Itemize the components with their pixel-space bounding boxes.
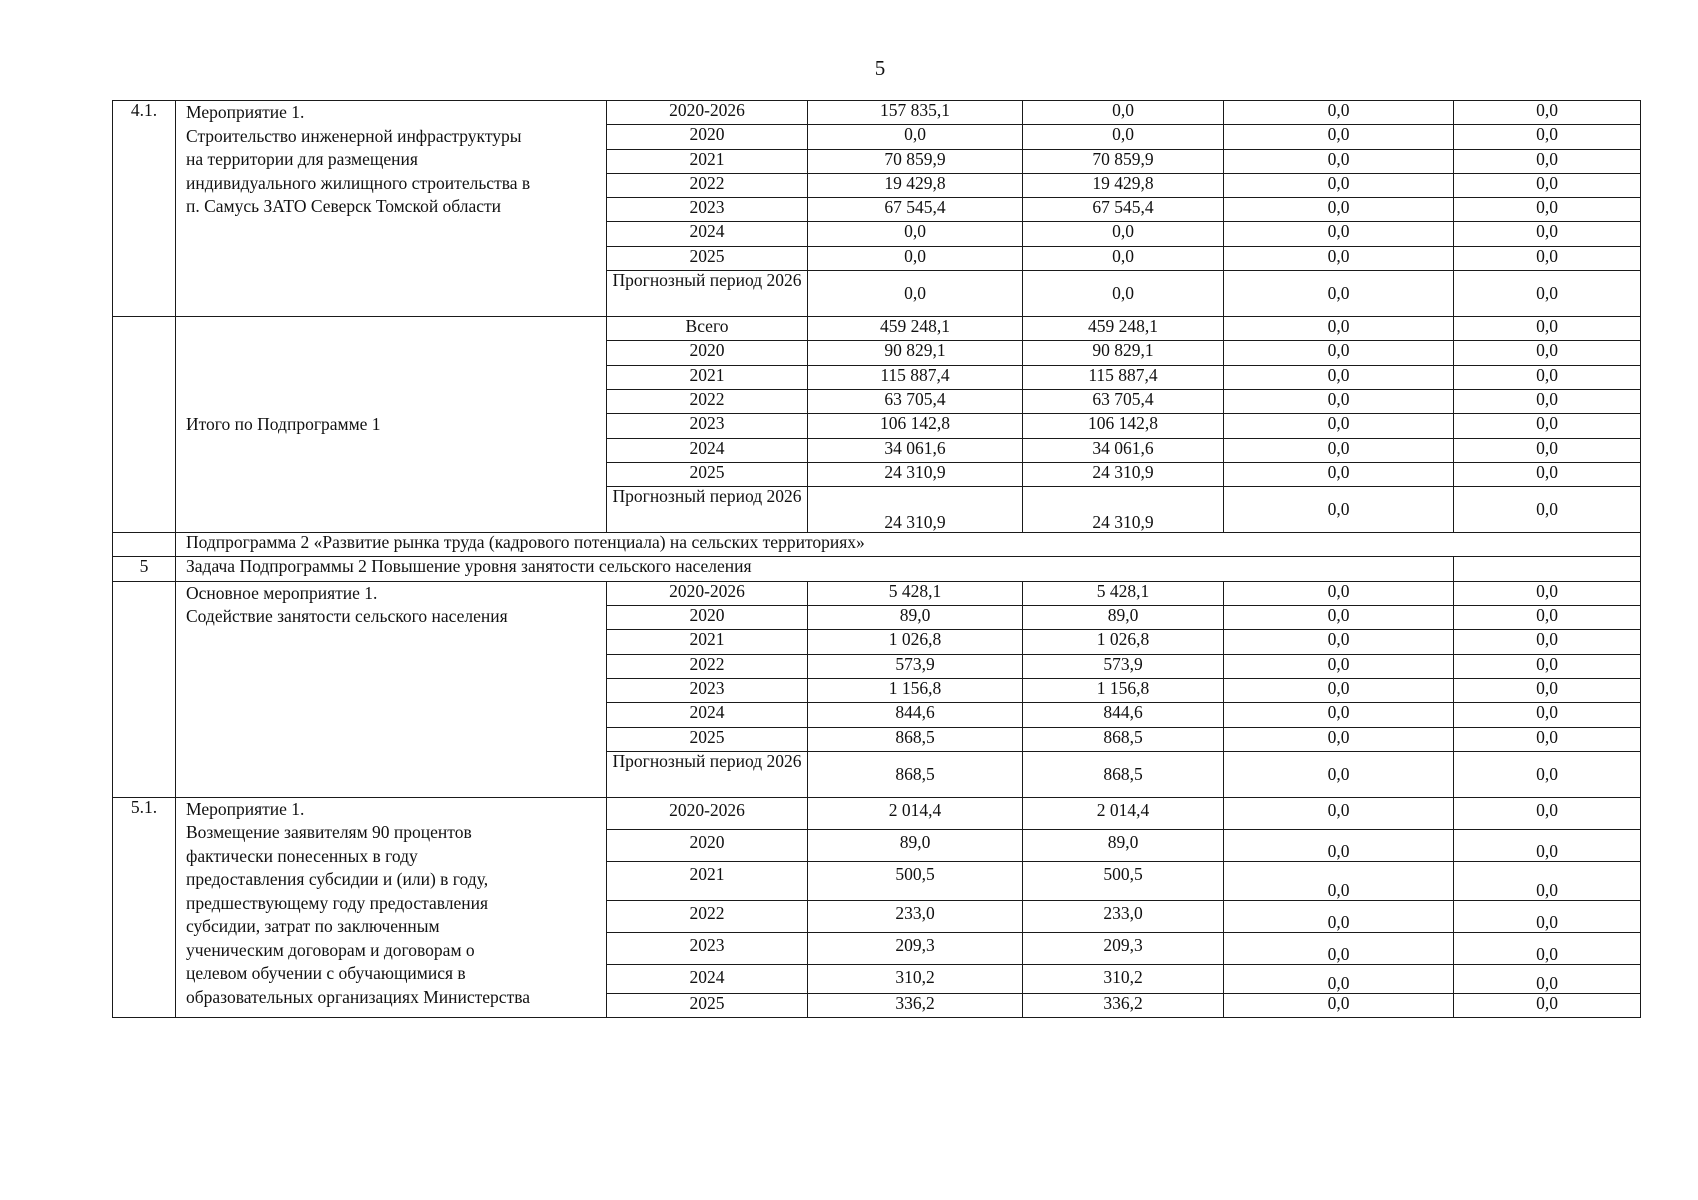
budget-cell: 500,5 [1023,861,1224,900]
budget-cell: 0,0 [1224,581,1454,605]
task-title: Задача Подпрограммы 2 Повышение уровня занятости сельского населения [176,557,1454,581]
table-row [113,533,1641,557]
budget-table [112,100,1641,1018]
budget-cell: 0,0 [1224,365,1454,389]
budget-cell: 0,0 [1224,654,1454,678]
budget-cell: 0,0 [1023,101,1224,125]
budget-cell: 70 859,9 [1023,149,1224,173]
budget-cell: 0,0 [1454,101,1641,125]
budget-cell: 0,0 [1023,246,1224,270]
budget-cell: 0,0 [1454,389,1641,413]
budget-cell: 573,9 [1023,654,1224,678]
budget-cell: 868,5 [1023,727,1224,751]
budget-cell: 0,0 [1454,365,1641,389]
year-cell: Прогнозный период 2026 [607,271,808,317]
year-cell: 2022 [607,654,808,678]
total-cell: 157 835,1 [808,101,1023,125]
budget-cell: 106 142,8 [1023,414,1224,438]
budget-cell: 868,5 [1023,751,1224,797]
total-cell: 1 026,8 [808,630,1023,654]
budget-cell: 0,0 [1454,727,1641,751]
year-cell: 2025 [607,993,808,1017]
budget-cell: 0,0 [1454,462,1641,486]
budget-cell: 0,0 [1224,125,1454,149]
budget-cell: 0,0 [1224,861,1454,900]
budget-cell: 0,0 [1224,149,1454,173]
budget-cell: 0,0 [1454,173,1641,197]
row-index: 5.1. [113,797,176,1017]
total-cell: 90 829,1 [808,341,1023,365]
budget-cell: 0,0 [1454,861,1641,900]
budget-cell: 0,0 [1224,727,1454,751]
budget-cell: 0,0 [1454,751,1641,797]
budget-cell: 1 156,8 [1023,678,1224,702]
year-cell: Прогнозный период 2026 [607,487,808,533]
total-cell: 115 887,4 [808,365,1023,389]
year-cell: 2020-2026 [607,581,808,605]
budget-cell: 89,0 [1023,829,1224,861]
budget-cell: 63 705,4 [1023,389,1224,413]
budget-cell: 0,0 [1224,101,1454,125]
budget-cell: 336,2 [1023,993,1224,1017]
budget-cell: 24 310,9 [1023,462,1224,486]
year-cell: 2020 [607,606,808,630]
budget-cell: 0,0 [1224,964,1454,993]
budget-cell: 0,0 [1224,829,1454,861]
budget-cell: 0,0 [1454,654,1641,678]
budget-cell: 209,3 [1023,932,1224,964]
total-cell: 459 248,1 [808,317,1023,341]
year-cell: 2022 [607,389,808,413]
subtotal-label: Итого по Подпрограмме 1 [176,317,607,533]
budget-cell: 0,0 [1454,703,1641,727]
budget-cell: 1 026,8 [1023,630,1224,654]
budget-cell: 0,0 [1224,630,1454,654]
budget-cell: 67 545,4 [1023,198,1224,222]
budget-cell: 0,0 [1454,271,1641,317]
total-cell: 24 310,9 [808,462,1023,486]
row-index [113,317,176,533]
row-index: 5 [113,557,176,581]
budget-cell: 0,0 [1224,341,1454,365]
total-cell: 0,0 [808,125,1023,149]
budget-cell: 0,0 [1023,125,1224,149]
total-cell: 209,3 [808,932,1023,964]
total-cell: 1 156,8 [808,678,1023,702]
year-cell: Прогнозный период 2026 [607,751,808,797]
budget-cell: 0,0 [1454,678,1641,702]
total-cell: 34 061,6 [808,438,1023,462]
table-row [113,101,1641,125]
budget-cell: 0,0 [1224,932,1454,964]
year-cell: 2024 [607,703,808,727]
budget-cell: 0,0 [1224,751,1454,797]
year-cell: 2021 [607,365,808,389]
budget-cell: 0,0 [1023,222,1224,246]
budget-cell: 310,2 [1023,964,1224,993]
budget-cell: 0,0 [1454,630,1641,654]
year-cell: 2020-2026 [607,101,808,125]
budget-cell: 0,0 [1224,317,1454,341]
budget-cell: 0,0 [1224,678,1454,702]
budget-cell: 0,0 [1224,993,1454,1017]
table-row [113,557,1641,581]
table-row [113,581,1641,605]
total-cell: 89,0 [808,829,1023,861]
budget-cell: 0,0 [1224,900,1454,932]
year-cell: 2022 [607,900,808,932]
budget-cell: 0,0 [1454,581,1641,605]
budget-cell: 115 887,4 [1023,365,1224,389]
year-cell: 2020 [607,341,808,365]
budget-cell: 0,0 [1224,487,1454,533]
budget-cell: 90 829,1 [1023,341,1224,365]
year-cell: 2025 [607,246,808,270]
budget-cell: 0,0 [1454,414,1641,438]
empty-cell [1454,557,1641,581]
budget-cell: 0,0 [1224,198,1454,222]
budget-cell: 459 248,1 [1023,317,1224,341]
year-cell: 2024 [607,222,808,246]
year-cell: Всего [607,317,808,341]
year-cell: 2021 [607,861,808,900]
budget-cell: 233,0 [1023,900,1224,932]
budget-cell: 844,6 [1023,703,1224,727]
budget-cell: 0,0 [1454,341,1641,365]
budget-cell: 34 061,6 [1023,438,1224,462]
measure-description: Основное мероприятие 1. Содействие занятости сельского населения [176,581,607,797]
budget-cell: 24 310,9 [1023,487,1224,533]
total-cell: 63 705,4 [808,389,1023,413]
budget-cell: 0,0 [1454,932,1641,964]
year-cell: 2020 [607,125,808,149]
budget-cell: 0,0 [1454,246,1641,270]
total-cell: 89,0 [808,606,1023,630]
budget-cell: 0,0 [1454,149,1641,173]
budget-cell: 19 429,8 [1023,173,1224,197]
budget-cell: 0,0 [1454,993,1641,1017]
budget-cell: 0,0 [1224,438,1454,462]
budget-cell: 0,0 [1454,964,1641,993]
table-row [113,797,1641,829]
budget-cell: 0,0 [1454,900,1641,932]
total-cell: 2 014,4 [808,797,1023,829]
budget-cell: 0,0 [1454,317,1641,341]
year-cell: 2020-2026 [607,797,808,829]
total-cell: 5 428,1 [808,581,1023,605]
budget-cell: 0,0 [1454,222,1641,246]
budget-cell: 0,0 [1224,271,1454,317]
budget-cell: 0,0 [1224,797,1454,829]
budget-cell: 0,0 [1224,462,1454,486]
budget-cell: 0,0 [1224,173,1454,197]
year-cell: 2021 [607,630,808,654]
total-cell: 0,0 [808,246,1023,270]
year-cell: 2023 [607,414,808,438]
total-cell: 573,9 [808,654,1023,678]
budget-cell: 0,0 [1023,271,1224,317]
budget-cell: 5 428,1 [1023,581,1224,605]
year-cell: 2020 [607,829,808,861]
budget-cell: 0,0 [1224,606,1454,630]
budget-cell: 0,0 [1454,125,1641,149]
budget-cell: 0,0 [1454,797,1641,829]
total-cell: 233,0 [808,900,1023,932]
total-cell: 868,5 [808,727,1023,751]
year-cell: 2024 [607,964,808,993]
total-cell: 24 310,9 [808,487,1023,533]
total-cell: 310,2 [808,964,1023,993]
row-index [113,581,176,797]
row-index [113,533,176,557]
budget-cell: 0,0 [1454,198,1641,222]
budget-cell: 0,0 [1224,703,1454,727]
page-number: 5 [874,56,886,80]
measure-description: Мероприятие 1. Строительство инженерной инфраструктуры на территории для размещения индивидуального жилищного строительства в п. Самусь ЗАТО Северск Томской области [176,101,607,317]
subprogram-title: Подпрограмма 2 «Развитие рынка труда (кадрового потенциала) на сельских территориях» [176,533,1641,557]
total-cell: 868,5 [808,751,1023,797]
budget-cell: 0,0 [1224,246,1454,270]
budget-cell: 0,0 [1224,389,1454,413]
budget-cell: 0,0 [1454,606,1641,630]
row-index: 4.1. [113,101,176,317]
budget-cell: 0,0 [1454,487,1641,533]
year-cell: 2025 [607,462,808,486]
measure-description: Мероприятие 1. Возмещение заявителям 90 процентов фактически понесенных в году предоставления субсидии и (или) в году, предшествующему году предоставления субсидии, затрат по заключенным ученическим договорам и договорам о целевом обучении с обучающимися в образовательных организациях Министерства [176,797,607,1017]
total-cell: 336,2 [808,993,1023,1017]
total-cell: 19 429,8 [808,173,1023,197]
total-cell: 67 545,4 [808,198,1023,222]
budget-cell: 0,0 [1224,222,1454,246]
year-cell: 2023 [607,932,808,964]
budget-cell: 0,0 [1454,829,1641,861]
total-cell: 500,5 [808,861,1023,900]
total-cell: 70 859,9 [808,149,1023,173]
total-cell: 0,0 [808,271,1023,317]
year-cell: 2025 [607,727,808,751]
total-cell: 844,6 [808,703,1023,727]
year-cell: 2021 [607,149,808,173]
table-row [113,317,1641,341]
total-cell: 0,0 [808,222,1023,246]
year-cell: 2023 [607,678,808,702]
budget-cell: 0,0 [1224,414,1454,438]
budget-cell: 2 014,4 [1023,797,1224,829]
budget-cell: 89,0 [1023,606,1224,630]
year-cell: 2023 [607,198,808,222]
budget-cell: 0,0 [1454,438,1641,462]
year-cell: 2024 [607,438,808,462]
year-cell: 2022 [607,173,808,197]
total-cell: 106 142,8 [808,414,1023,438]
